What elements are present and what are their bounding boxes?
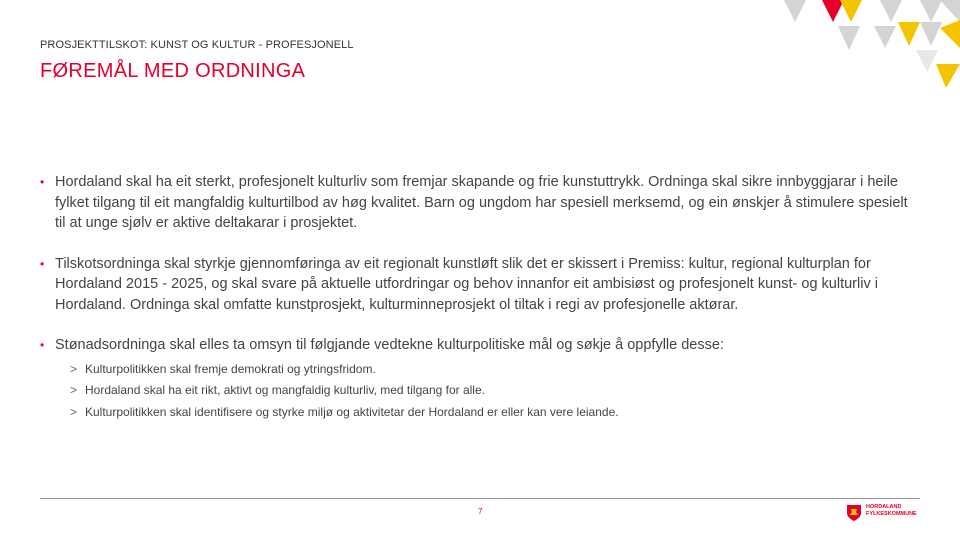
county-logo: [846, 503, 926, 523]
sub-item-text: Hordaland skal ha eit rikt, aktivt og mangfaldig kulturliv, med tilgang for alle.: [85, 383, 485, 397]
page-number: 7: [478, 507, 483, 516]
sub-item-text: Kulturpolitikken skal fremje demokrati og ytringsfridom.: [85, 361, 376, 376]
logo-line-1: HORDALAND: [866, 504, 902, 510]
sub-list-item: [55, 402, 920, 424]
footer-divider: [40, 498, 920, 499]
bullet-item: [40, 172, 920, 234]
bullet-item: [40, 254, 920, 316]
sub-list-item: [55, 380, 920, 402]
bullet-text: Tilskotsordninga skal styrkje gjennomføringa av eit regionalt kunstløft slik det er skissert i Premiss: kultur, regional kulturplan for Hordaland 2015 - 2025, og skal svare på aktuelle utfordringar og behov innanfor eit ambisiøst og profesjonelt kunst- og kulturliv i Hordaland. Ordninga skal omfatte kunstprosjekt, kulturminneprosjekt ol tiltak i regi av profesjonelle aktørar.: [55, 255, 878, 313]
coat-of-arms-icon: [846, 504, 862, 522]
chevron-right-icon: >: [70, 404, 78, 419]
bullet-text: Stønadsordninga skal elles ta omsyn til følgjande vedtekne kulturpolitiske mål og søkje å oppfylle desse:: [55, 337, 724, 353]
body-content: [40, 172, 920, 443]
supertitle: PROSJEKTTILSKOT: KUNST OG KULTUR - PROFESJONELL: [40, 39, 354, 51]
sub-list: [55, 359, 920, 424]
bullet-text: Hordaland skal ha eit sterkt, profesjonelt kulturliv som fremjar skapande og frie kunstuttrykk. Ordninga skal sikre innbyggjarar i heile fylket tilgang til eit mangfaldig kulturtilbod av høg kvalitet. Barn og ungdom har spesiell merksemd, og ein ønskjer å stimulere spesielt til at unge sjølv er aktive deltakarar i prosjektet.: [55, 174, 908, 231]
sub-list-item: [55, 359, 920, 381]
logo-line-2: FYLKESKOMMUNE: [866, 511, 917, 517]
bullet-marker: •: [40, 338, 45, 352]
bullet-marker: •: [40, 175, 45, 189]
page-title: FØREMÅL MED ORDNINGA: [40, 60, 306, 82]
chevron-right-icon: >: [70, 361, 78, 376]
bullet-item: [40, 335, 920, 423]
chevron-right-icon: >: [70, 383, 78, 397]
triangle-pattern-decoration: [780, 0, 960, 90]
sub-item-text: Kulturpolitikken skal identifisere og styrke miljø og aktivitetar der Hordaland er eller kan vere leiande.: [85, 404, 619, 419]
bullet-marker: •: [40, 256, 45, 271]
